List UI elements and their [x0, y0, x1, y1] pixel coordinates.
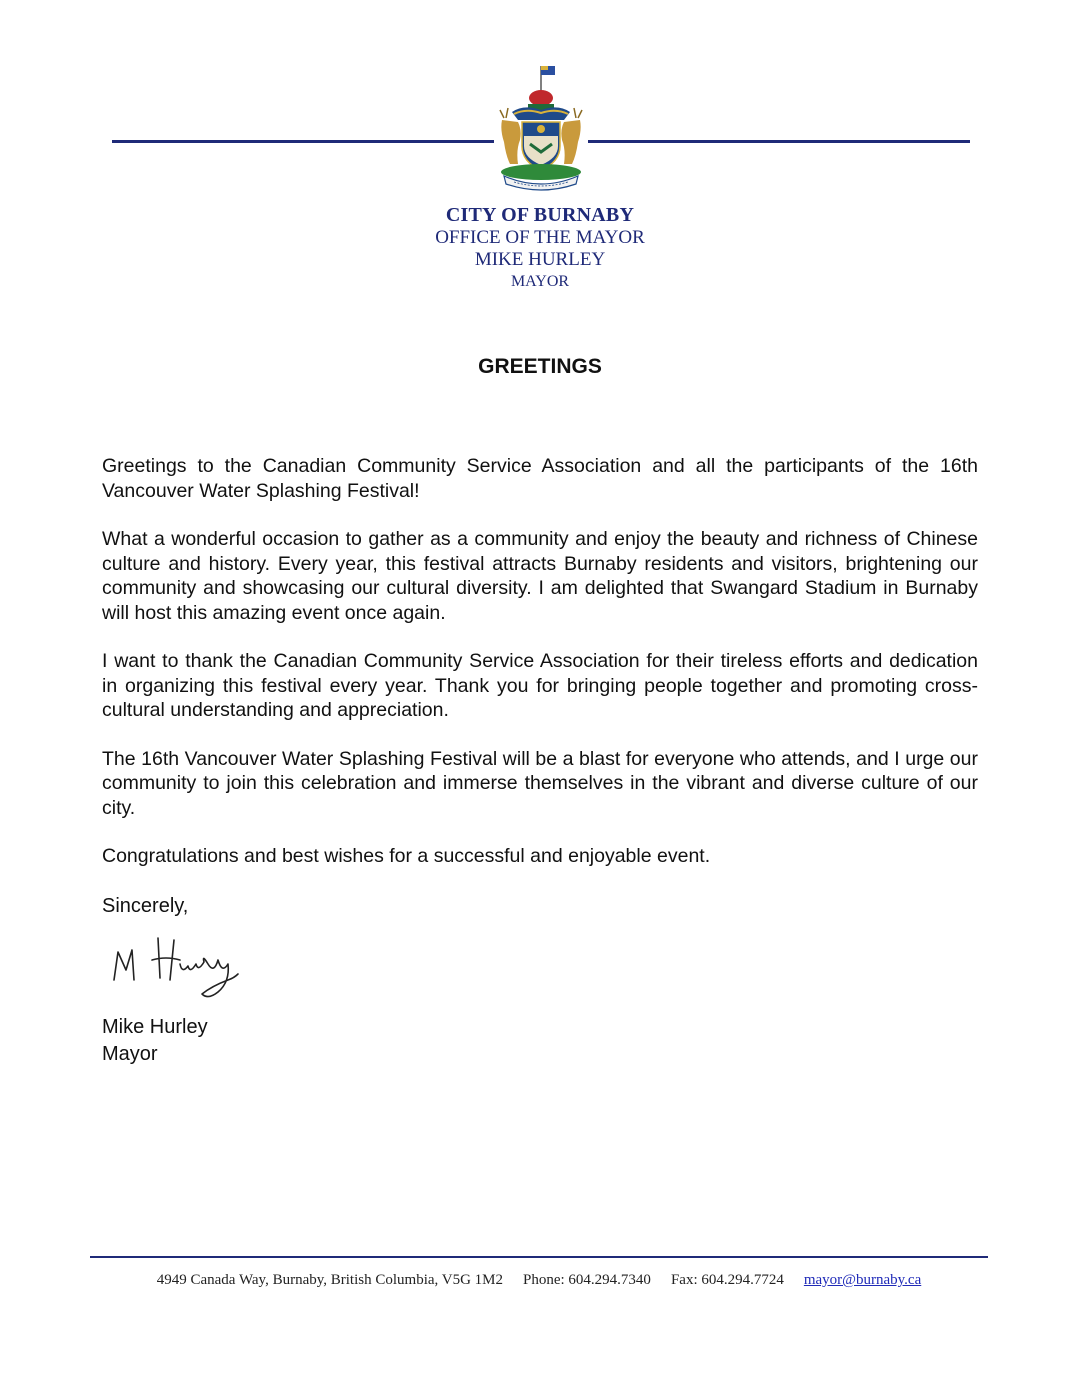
footer-rule [90, 1256, 988, 1258]
signature-block [102, 1014, 208, 1068]
footer-fax: Fax: 604.294.7724 [670, 1272, 784, 1288]
letterhead [340, 203, 740, 293]
footer-email-link[interactable]: mayor@burnaby.ca [803, 1272, 922, 1288]
letterhead-office: OFFICE OF THE MAYOR [435, 227, 645, 248]
letter-body [102, 454, 978, 893]
body-paragraph: What a wonderful occasion to gather as a community and enjoy the beauty and richness of Chinese culture and history. Every year, this festival attracts Burnaby residents and visitors, brightening our community and showcasing our cultural diversity. I am delighted that Swangard Stadium in Burnaby will host this amazing event once again. [102, 528, 978, 624]
letterhead-title: MAYOR [510, 273, 570, 290]
city-crest-icon [494, 60, 588, 192]
footer [90, 1272, 988, 1289]
footer-address: 4949 Canada Way, Burnaby, British Columbia, V5G 1M2 [156, 1272, 504, 1288]
body-paragraph: I want to thank the Canadian Community Service Association for their tireless efforts and dedication in organizing this festival every year. Thank you for bringing people together and promoting cross-cultural understanding and appreciation. [102, 650, 978, 721]
handwritten-signature [104, 930, 244, 1005]
body-paragraph: The 16th Vancouver Water Splashing Festival will be a blast for everyone who attends, and I urge our community to join this celebration and immerse themselves in the vibrant and diverse culture of our city. [102, 747, 978, 819]
body-paragraph: Congratulations and best wishes for a successful and enjoyable event. [102, 845, 711, 867]
letter-heading: GREETINGS [478, 355, 602, 378]
header-rule-right [588, 140, 970, 143]
letterhead-mayor-name: MIKE HURLEY [474, 249, 606, 270]
signer-name: Mike Hurley [102, 1016, 208, 1038]
footer-phone: Phone: 604.294.7340 [523, 1272, 651, 1288]
signer-title: Mayor [102, 1043, 158, 1065]
body-paragraph: Greetings to the Canadian Community Service Association and all the participants of the 16th Vancouver Water Splashing Festival! [102, 455, 978, 502]
header-rule-left [112, 140, 494, 143]
letterhead-city: CITY OF BURNABY [445, 204, 635, 226]
letter-closing: Sincerely, [102, 895, 189, 917]
